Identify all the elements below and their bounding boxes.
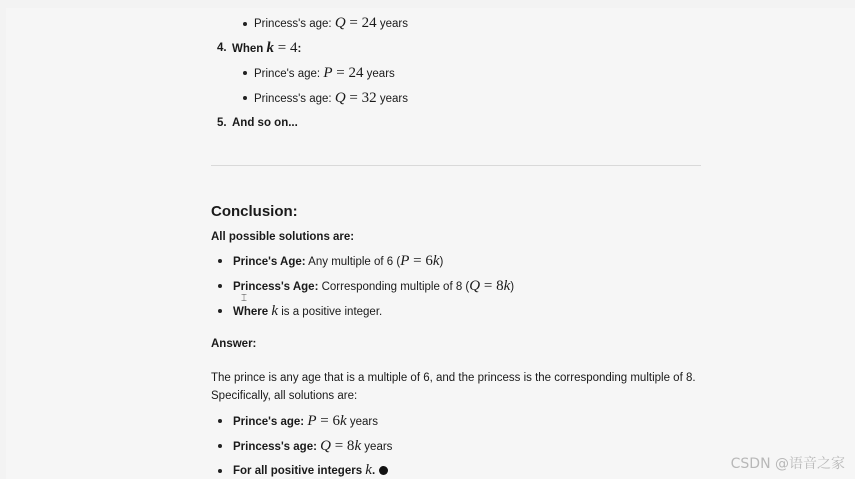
tail: .: [371, 465, 376, 477]
eq: = 4: [274, 40, 298, 56]
lead: When: [232, 43, 267, 55]
princess-age-line-k3: [254, 15, 408, 32]
bold-label: For all positive integers: [233, 465, 366, 477]
text-cursor-icon: ⌶: [241, 293, 247, 304]
answer-princess-age: [233, 438, 392, 455]
bold-label: Princess's Age:: [233, 281, 319, 293]
tail: :: [297, 43, 302, 55]
watermark: CSDN @语音之家: [730, 456, 845, 472]
and-so-on: And so on...: [232, 117, 298, 129]
bullet-dot: [243, 71, 247, 75]
bold-label: Prince's age:: [233, 416, 308, 428]
eq: = 24: [332, 65, 364, 81]
var: Q: [334, 90, 346, 106]
eq: = 32: [345, 90, 377, 106]
text: Corresponding multiple of 8 (: [318, 281, 470, 293]
eq: = 6: [316, 413, 340, 429]
var: Q: [334, 15, 346, 31]
unit: years: [361, 441, 393, 453]
bullet-dot: [218, 419, 222, 423]
eq: = 6: [409, 253, 433, 269]
answer-prince-age: [233, 413, 378, 430]
var2: k: [339, 413, 347, 429]
var2: k: [432, 253, 440, 269]
conclusion-princess-age: [233, 278, 514, 295]
var2: k: [354, 438, 362, 454]
var: k: [365, 462, 372, 478]
var: Q: [320, 438, 331, 454]
answer-all-positive-k: [233, 462, 388, 479]
var: P: [307, 413, 317, 429]
var: P: [400, 253, 410, 269]
unit: years: [346, 416, 378, 428]
when-k-4-heading: [232, 40, 301, 57]
bullet-dot: [243, 22, 247, 26]
unit: years: [363, 68, 395, 80]
eq: = 8: [480, 278, 504, 294]
bold-label: Princess's age:: [233, 441, 321, 453]
conclusion-intro: All possible solutions are:: [211, 231, 355, 243]
unit: years: [376, 18, 408, 30]
bullet-dot: [243, 96, 247, 100]
conclusion-heading: Conclusion:: [211, 203, 298, 220]
streaming-cursor-dot: [379, 466, 388, 475]
response-content: [6, 8, 855, 479]
answer-heading: Answer:: [211, 338, 257, 350]
answer-paragraph-2: Specifically, all solutions are:: [211, 390, 358, 402]
text: is a positive integer.: [278, 306, 383, 318]
close: ): [510, 281, 515, 293]
answer-paragraph-1: The prince is any age that is a multiple of 6, and the princess is the corresponding multiple of 8.: [211, 372, 696, 384]
bullet-dot: [218, 444, 222, 448]
list-number-5: 5.: [217, 117, 227, 129]
var: Q: [469, 278, 481, 294]
label: Princess's age:: [254, 18, 335, 30]
list-number-4: 4.: [217, 42, 227, 54]
princess-age-line-k4: [254, 90, 408, 107]
bold-label: Prince's Age:: [233, 256, 306, 268]
prince-age-line-k4: [254, 65, 395, 82]
unit: years: [376, 93, 408, 105]
bullet-dot: [218, 259, 222, 263]
bullet-dot: [218, 284, 222, 288]
label: Prince's age:: [254, 68, 324, 80]
var: k: [266, 40, 274, 56]
label: Princess's age:: [254, 93, 335, 105]
close: ): [439, 256, 444, 268]
eq: = 8: [330, 438, 355, 454]
bullet-dot: [218, 469, 222, 473]
var2: k: [503, 278, 511, 294]
text: Any multiple of 6 (: [305, 256, 401, 268]
chat-window: [6, 8, 855, 479]
section-divider: [211, 165, 701, 166]
conclusion-prince-age: [233, 253, 443, 270]
var: P: [323, 65, 333, 81]
conclusion-where-k: [233, 303, 382, 320]
var: k: [271, 303, 279, 319]
bullet-dot: [218, 309, 222, 313]
eq: = 24: [345, 15, 377, 31]
bold-label: Where: [233, 306, 272, 318]
